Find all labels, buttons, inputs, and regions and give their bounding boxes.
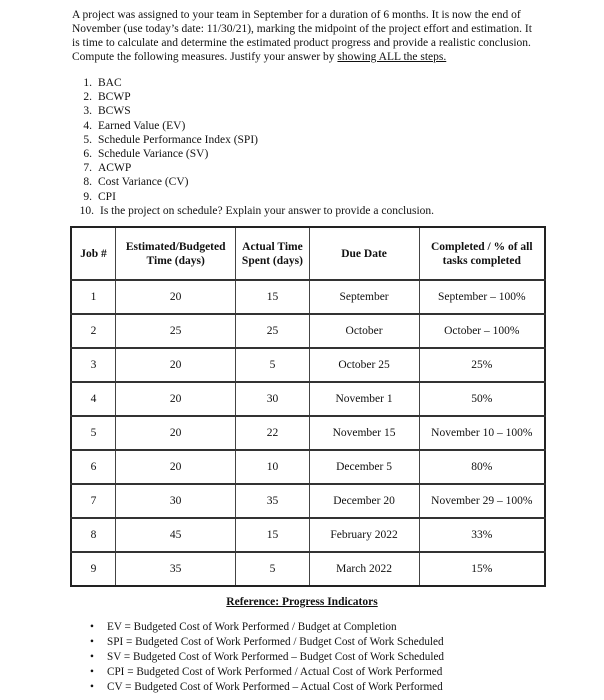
list-item — [90, 665, 520, 680]
table-row — [71, 552, 545, 586]
question-number: 4. — [83, 119, 92, 132]
question-item — [72, 190, 542, 204]
cell-job: 7 — [71, 484, 116, 518]
table-row — [71, 484, 545, 518]
cell-completed: 25% — [419, 348, 545, 382]
cell-job: 8 — [71, 518, 116, 552]
cell-estimated: 45 — [116, 518, 236, 552]
reference-item-text: SPI = Budgeted Cost of Work Performed / Budget Cost of Work Scheduled — [107, 636, 444, 648]
cell-completed: October – 100% — [419, 314, 545, 348]
bullet-icon: • — [90, 621, 94, 633]
question-text: Cost Variance (CV) — [98, 176, 189, 189]
list-item — [90, 620, 520, 635]
cell-estimated: 35 — [116, 552, 236, 586]
question-text: BCWS — [98, 105, 131, 118]
compute-underlined: showing ALL the steps. — [337, 51, 447, 63]
cell-completed: November 29 – 100% — [419, 484, 545, 518]
question-item — [72, 90, 542, 104]
cell-job: 3 — [71, 348, 116, 382]
cell-estimated: 20 — [116, 382, 236, 416]
question-text: Schedule Performance Index (SPI) — [98, 133, 258, 146]
question-item — [72, 133, 542, 147]
cell-job: 2 — [71, 314, 116, 348]
cell-job: 9 — [71, 552, 116, 586]
question-number: 1. — [83, 77, 92, 89]
cell-due-date: December 5 — [309, 450, 419, 484]
cell-completed: 80% — [419, 450, 545, 484]
table-row — [71, 518, 545, 552]
reference-item-text: CPI = Budgeted Cost of Work Performed / Actual Cost of Work Performed — [107, 666, 443, 678]
reference-title: Reference: Progress Indicators — [226, 596, 378, 608]
cell-actual: 15 — [236, 518, 309, 552]
question-item — [72, 76, 542, 90]
cell-due-date: November 15 — [309, 416, 419, 450]
table-row — [71, 416, 545, 450]
header-actual-time: Actual Time Spent (days) — [236, 227, 309, 280]
list-item — [90, 680, 520, 695]
header-due-date: Due Date — [309, 227, 419, 280]
cell-actual: 35 — [236, 484, 309, 518]
question-item — [72, 147, 542, 161]
cell-actual: 30 — [236, 382, 309, 416]
cell-actual: 15 — [236, 280, 309, 314]
bullet-icon: • — [90, 681, 94, 693]
question-text: Schedule Variance (SV) — [98, 148, 209, 161]
header-estimated-time: Estimated/Budgeted Time (days) — [116, 227, 236, 280]
cell-actual: 22 — [236, 416, 309, 450]
table-header-row — [71, 227, 545, 280]
table-row — [71, 450, 545, 484]
reference-list — [90, 620, 520, 695]
compute-prefix: Compute the following measures. Justify your answer by — [72, 51, 338, 63]
cell-due-date: December 20 — [309, 484, 419, 518]
bullet-icon: • — [90, 651, 94, 663]
cell-due-date: November 1 — [309, 382, 419, 416]
question-item — [72, 161, 542, 175]
cell-due-date: September — [309, 280, 419, 314]
cell-job: 6 — [71, 450, 116, 484]
question-text: Earned Value (EV) — [98, 119, 186, 132]
jobs-table — [70, 226, 546, 587]
table-row — [71, 314, 545, 348]
cell-due-date: October — [309, 314, 419, 348]
cell-estimated: 20 — [116, 416, 236, 450]
cell-estimated: 30 — [116, 484, 236, 518]
header-job-number: Job # — [71, 227, 116, 280]
intro-paragraph: A project was assigned to your team in September for a duration of 6 months. It is now the end of November (use today’s date: 11/30/21), marking the midpoint of the project effort and estimation. It is time to calculate and determine the estimated product progress and provide a realistic conclusion. — [72, 9, 532, 49]
compute-instruction — [72, 50, 542, 64]
question-item — [72, 119, 542, 133]
question-number: 2. — [83, 91, 92, 104]
cell-estimated: 20 — [116, 348, 236, 382]
reference-item-text: SV = Budgeted Cost of Work Performed – Budget Cost of Work Scheduled — [107, 651, 444, 663]
question-text: ACWP — [98, 162, 132, 175]
list-item — [90, 635, 520, 650]
cell-completed: November 10 – 100% — [419, 416, 545, 450]
cell-job: 1 — [71, 280, 116, 314]
table-row — [71, 280, 545, 314]
cell-actual: 5 — [236, 348, 309, 382]
cell-estimated: 20 — [116, 450, 236, 484]
question-text: CPI — [98, 190, 116, 203]
cell-job: 5 — [71, 416, 116, 450]
question-item — [72, 104, 542, 118]
header-completed: Completed / % of all tasks completed — [419, 227, 545, 280]
bullet-icon: • — [90, 666, 94, 678]
reference-item-text: EV = Budgeted Cost of Work Performed / Budget at Completion — [107, 621, 397, 633]
cell-completed: 50% — [419, 382, 545, 416]
cell-estimated: 25 — [116, 314, 236, 348]
question-number: 7. — [83, 162, 92, 175]
question-text: BCWP — [98, 91, 131, 104]
question-number: 3. — [83, 105, 92, 118]
question-list — [72, 76, 542, 218]
cell-completed: 15% — [419, 552, 545, 586]
table-row — [71, 348, 545, 382]
cell-completed: 33% — [419, 518, 545, 552]
question-number: 8. — [83, 176, 92, 189]
intro-text — [72, 8, 542, 64]
cell-actual: 25 — [236, 314, 309, 348]
cell-actual: 10 — [236, 450, 309, 484]
question-number: 5. — [83, 133, 92, 146]
question-item — [72, 175, 542, 189]
question-text: BAC — [98, 77, 122, 89]
cell-actual: 5 — [236, 552, 309, 586]
cell-job: 4 — [71, 382, 116, 416]
cell-due-date: March 2022 — [309, 552, 419, 586]
cell-completed: September – 100% — [419, 280, 545, 314]
question-item — [72, 204, 542, 218]
cell-due-date: October 25 — [309, 348, 419, 382]
cell-due-date: February 2022 — [309, 518, 419, 552]
question-text: Is the project on schedule? Explain your answer to provide a conclusion. — [100, 204, 435, 217]
reference-item-text: CV = Budgeted Cost of Work Performed – Actual Cost of Work Performed — [107, 681, 443, 693]
bullet-icon: • — [90, 636, 94, 648]
question-number: 9. — [83, 190, 92, 203]
question-number: 6. — [83, 148, 92, 161]
list-item — [90, 650, 520, 665]
table-row — [71, 382, 545, 416]
question-number: 10. — [79, 204, 94, 217]
cell-estimated: 20 — [116, 280, 236, 314]
